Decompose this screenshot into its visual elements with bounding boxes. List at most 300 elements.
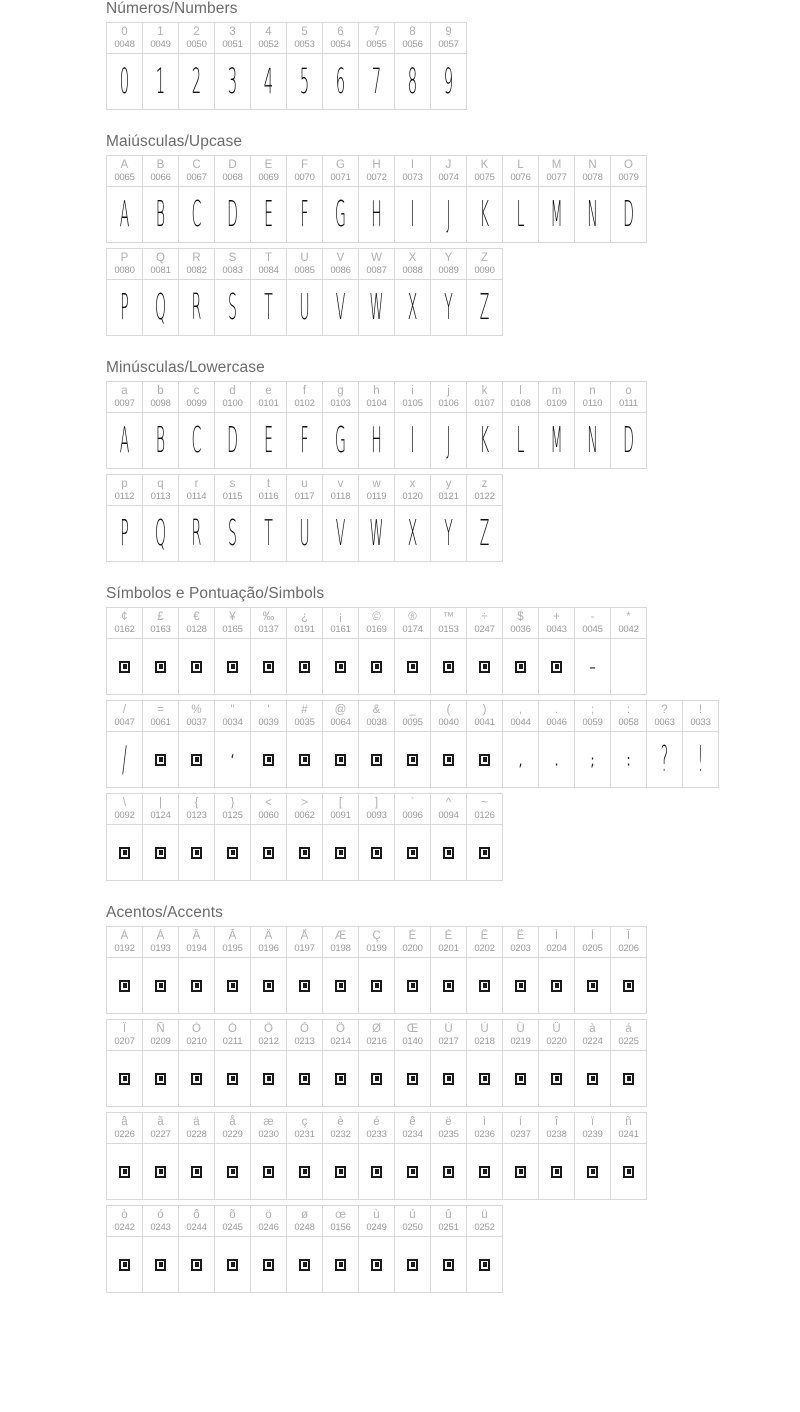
glyph-header-cell[interactable] <box>251 1113 287 1144</box>
glyph-cell[interactable] <box>179 1237 215 1293</box>
glyph-header-cell[interactable] <box>467 608 503 639</box>
glyph-cell[interactable] <box>287 54 323 110</box>
glyph-cell[interactable] <box>179 54 215 110</box>
glyph-header-cell[interactable] <box>323 1113 359 1144</box>
glyph-header-cell[interactable] <box>539 608 575 639</box>
glyph-cell[interactable] <box>503 732 539 788</box>
glyph-header-cell[interactable] <box>611 927 647 958</box>
glyph-cell[interactable] <box>575 639 611 695</box>
glyph-header-cell[interactable] <box>467 475 503 506</box>
glyph-cell[interactable] <box>431 1237 467 1293</box>
glyph-header-cell[interactable] <box>143 156 179 187</box>
glyph-cell[interactable] <box>107 1144 143 1200</box>
glyph-header-cell[interactable] <box>431 608 467 639</box>
glyph-cell[interactable] <box>431 1144 467 1200</box>
glyph-header-cell[interactable] <box>539 1113 575 1144</box>
glyph-header-cell[interactable] <box>395 1113 431 1144</box>
glyph-cell[interactable] <box>539 639 575 695</box>
glyph-cell[interactable] <box>503 1051 539 1107</box>
glyph-header-cell[interactable] <box>323 249 359 280</box>
glyph-header-cell[interactable] <box>611 1020 647 1051</box>
glyph-header-cell[interactable] <box>215 1020 251 1051</box>
glyph-cell[interactable] <box>251 54 287 110</box>
glyph-cell[interactable] <box>215 1144 251 1200</box>
glyph-cell[interactable] <box>251 825 287 881</box>
glyph-header-cell[interactable] <box>287 156 323 187</box>
glyph-header-cell[interactable] <box>467 927 503 958</box>
glyph-header-cell[interactable] <box>467 1113 503 1144</box>
glyph-header-cell[interactable] <box>395 1206 431 1237</box>
glyph-header-cell[interactable] <box>431 156 467 187</box>
glyph-header-cell[interactable] <box>467 1206 503 1237</box>
glyph-cell[interactable] <box>467 506 503 562</box>
glyph-header-cell[interactable] <box>575 1113 611 1144</box>
glyph-cell[interactable] <box>611 958 647 1014</box>
glyph-header-cell[interactable] <box>395 249 431 280</box>
glyph-header-cell[interactable] <box>467 1020 503 1051</box>
glyph-cell[interactable] <box>323 413 359 469</box>
glyph-cell[interactable] <box>611 413 647 469</box>
glyph-cell[interactable] <box>395 732 431 788</box>
glyph-header-cell[interactable] <box>287 475 323 506</box>
glyph-cell[interactable] <box>359 1144 395 1200</box>
glyph-header-cell[interactable] <box>107 249 143 280</box>
glyph-header-cell[interactable] <box>179 701 215 732</box>
glyph-cell[interactable] <box>395 54 431 110</box>
glyph-header-cell[interactable] <box>143 794 179 825</box>
glyph-cell[interactable] <box>359 958 395 1014</box>
glyph-header-cell[interactable] <box>287 23 323 54</box>
glyph-cell[interactable] <box>539 732 575 788</box>
glyph-cell[interactable] <box>287 506 323 562</box>
glyph-header-cell[interactable] <box>251 927 287 958</box>
glyph-cell[interactable] <box>467 280 503 336</box>
glyph-cell[interactable] <box>287 825 323 881</box>
glyph-cell[interactable] <box>467 1144 503 1200</box>
glyph-cell[interactable] <box>395 506 431 562</box>
glyph-header-cell[interactable] <box>323 382 359 413</box>
glyph-cell[interactable] <box>107 413 143 469</box>
glyph-header-cell[interactable] <box>503 701 539 732</box>
glyph-cell[interactable] <box>143 732 179 788</box>
glyph-header-cell[interactable] <box>359 608 395 639</box>
glyph-cell[interactable] <box>143 639 179 695</box>
glyph-header-cell[interactable] <box>467 156 503 187</box>
glyph-cell[interactable] <box>179 1144 215 1200</box>
glyph-cell[interactable] <box>287 1144 323 1200</box>
glyph-cell[interactable] <box>179 506 215 562</box>
glyph-cell[interactable] <box>323 825 359 881</box>
glyph-cell[interactable] <box>431 825 467 881</box>
glyph-header-cell[interactable] <box>107 23 143 54</box>
glyph-header-cell[interactable] <box>179 794 215 825</box>
glyph-header-cell[interactable] <box>503 1113 539 1144</box>
glyph-cell[interactable] <box>251 1144 287 1200</box>
glyph-cell[interactable] <box>287 413 323 469</box>
glyph-header-cell[interactable] <box>179 249 215 280</box>
glyph-header-cell[interactable] <box>395 382 431 413</box>
glyph-cell[interactable] <box>215 1051 251 1107</box>
glyph-cell[interactable] <box>143 506 179 562</box>
glyph-cell[interactable] <box>215 732 251 788</box>
glyph-header-cell[interactable] <box>143 927 179 958</box>
glyph-cell[interactable] <box>179 639 215 695</box>
glyph-header-cell[interactable] <box>143 475 179 506</box>
glyph-cell[interactable] <box>611 1144 647 1200</box>
glyph-cell[interactable] <box>323 280 359 336</box>
glyph-cell[interactable] <box>215 413 251 469</box>
glyph-cell[interactable] <box>539 1051 575 1107</box>
glyph-header-cell[interactable] <box>503 382 539 413</box>
glyph-cell[interactable] <box>395 413 431 469</box>
glyph-cell[interactable] <box>143 187 179 243</box>
glyph-header-cell[interactable] <box>179 1020 215 1051</box>
glyph-cell[interactable] <box>395 958 431 1014</box>
glyph-header-cell[interactable] <box>287 927 323 958</box>
glyph-cell[interactable] <box>107 280 143 336</box>
glyph-header-cell[interactable] <box>323 701 359 732</box>
glyph-cell[interactable] <box>431 280 467 336</box>
glyph-cell[interactable] <box>323 1051 359 1107</box>
glyph-cell[interactable] <box>395 1237 431 1293</box>
glyph-header-cell[interactable] <box>179 1206 215 1237</box>
glyph-header-cell[interactable] <box>323 23 359 54</box>
glyph-header-cell[interactable] <box>323 1020 359 1051</box>
glyph-header-cell[interactable] <box>251 1020 287 1051</box>
glyph-header-cell[interactable] <box>143 249 179 280</box>
glyph-header-cell[interactable] <box>431 1206 467 1237</box>
glyph-cell[interactable] <box>395 639 431 695</box>
glyph-cell[interactable] <box>611 187 647 243</box>
glyph-cell[interactable] <box>179 958 215 1014</box>
glyph-header-cell[interactable] <box>107 382 143 413</box>
glyph-header-cell[interactable] <box>503 608 539 639</box>
glyph-cell[interactable] <box>359 639 395 695</box>
glyph-cell[interactable] <box>323 1237 359 1293</box>
glyph-cell[interactable] <box>179 825 215 881</box>
glyph-cell[interactable] <box>179 732 215 788</box>
glyph-cell[interactable] <box>467 1051 503 1107</box>
glyph-header-cell[interactable] <box>467 794 503 825</box>
glyph-cell[interactable] <box>431 187 467 243</box>
glyph-cell[interactable] <box>683 732 719 788</box>
glyph-header-cell[interactable] <box>431 23 467 54</box>
glyph-header-cell[interactable] <box>143 1020 179 1051</box>
glyph-cell[interactable] <box>251 732 287 788</box>
glyph-cell[interactable] <box>179 187 215 243</box>
glyph-header-cell[interactable] <box>359 927 395 958</box>
glyph-header-cell[interactable] <box>503 1020 539 1051</box>
glyph-header-cell[interactable] <box>575 927 611 958</box>
glyph-cell[interactable] <box>503 958 539 1014</box>
glyph-header-cell[interactable] <box>611 1113 647 1144</box>
glyph-cell[interactable] <box>467 639 503 695</box>
glyph-header-cell[interactable] <box>107 1113 143 1144</box>
glyph-cell[interactable] <box>251 187 287 243</box>
glyph-header-cell[interactable] <box>251 475 287 506</box>
glyph-header-cell[interactable] <box>107 701 143 732</box>
glyph-header-cell[interactable] <box>179 23 215 54</box>
glyph-header-cell[interactable] <box>215 927 251 958</box>
glyph-header-cell[interactable] <box>107 1206 143 1237</box>
glyph-cell[interactable] <box>395 1051 431 1107</box>
glyph-cell[interactable] <box>431 732 467 788</box>
glyph-header-cell[interactable] <box>179 608 215 639</box>
glyph-cell[interactable] <box>251 1237 287 1293</box>
glyph-header-cell[interactable] <box>647 701 683 732</box>
glyph-header-cell[interactable] <box>575 701 611 732</box>
glyph-header-cell[interactable] <box>431 1020 467 1051</box>
glyph-header-cell[interactable] <box>503 156 539 187</box>
glyph-header-cell[interactable] <box>431 794 467 825</box>
glyph-header-cell[interactable] <box>359 701 395 732</box>
glyph-header-cell[interactable] <box>287 794 323 825</box>
glyph-cell[interactable] <box>503 413 539 469</box>
glyph-cell[interactable] <box>323 1144 359 1200</box>
glyph-cell[interactable] <box>107 958 143 1014</box>
glyph-cell[interactable] <box>539 413 575 469</box>
glyph-header-cell[interactable] <box>215 701 251 732</box>
glyph-header-cell[interactable] <box>287 249 323 280</box>
glyph-cell[interactable] <box>143 825 179 881</box>
glyph-header-cell[interactable] <box>611 382 647 413</box>
glyph-cell[interactable] <box>143 958 179 1014</box>
glyph-header-cell[interactable] <box>215 794 251 825</box>
glyph-cell[interactable] <box>251 1051 287 1107</box>
glyph-cell[interactable] <box>395 825 431 881</box>
glyph-cell[interactable] <box>575 732 611 788</box>
glyph-header-cell[interactable] <box>431 475 467 506</box>
glyph-header-cell[interactable] <box>323 475 359 506</box>
glyph-header-cell[interactable] <box>143 23 179 54</box>
glyph-header-cell[interactable] <box>611 608 647 639</box>
glyph-header-cell[interactable] <box>107 475 143 506</box>
glyph-cell[interactable] <box>323 732 359 788</box>
glyph-header-cell[interactable] <box>575 1020 611 1051</box>
glyph-header-cell[interactable] <box>143 1206 179 1237</box>
glyph-cell[interactable] <box>215 187 251 243</box>
glyph-header-cell[interactable] <box>215 249 251 280</box>
glyph-header-cell[interactable] <box>107 156 143 187</box>
glyph-header-cell[interactable] <box>323 927 359 958</box>
glyph-header-cell[interactable] <box>431 1113 467 1144</box>
glyph-cell[interactable] <box>143 54 179 110</box>
glyph-cell[interactable] <box>575 958 611 1014</box>
glyph-header-cell[interactable] <box>359 249 395 280</box>
glyph-header-cell[interactable] <box>359 1206 395 1237</box>
glyph-header-cell[interactable] <box>251 608 287 639</box>
glyph-header-cell[interactable] <box>359 382 395 413</box>
glyph-cell[interactable] <box>431 413 467 469</box>
glyph-header-cell[interactable] <box>107 608 143 639</box>
glyph-cell[interactable] <box>359 413 395 469</box>
glyph-cell[interactable] <box>251 639 287 695</box>
glyph-cell[interactable] <box>107 187 143 243</box>
glyph-header-cell[interactable] <box>359 1113 395 1144</box>
glyph-header-cell[interactable] <box>539 382 575 413</box>
glyph-cell[interactable] <box>143 413 179 469</box>
glyph-cell[interactable] <box>539 187 575 243</box>
glyph-header-cell[interactable] <box>575 156 611 187</box>
glyph-header-cell[interactable] <box>359 1020 395 1051</box>
glyph-header-cell[interactable] <box>287 1206 323 1237</box>
glyph-cell[interactable] <box>359 1051 395 1107</box>
glyph-cell[interactable] <box>431 639 467 695</box>
glyph-cell[interactable] <box>395 187 431 243</box>
glyph-cell[interactable] <box>323 54 359 110</box>
glyph-cell[interactable] <box>287 958 323 1014</box>
glyph-header-cell[interactable] <box>359 23 395 54</box>
glyph-header-cell[interactable] <box>575 608 611 639</box>
glyph-cell[interactable] <box>251 413 287 469</box>
glyph-cell[interactable] <box>287 187 323 243</box>
glyph-cell[interactable] <box>215 1237 251 1293</box>
glyph-cell[interactable] <box>323 187 359 243</box>
glyph-header-cell[interactable] <box>107 927 143 958</box>
glyph-cell[interactable] <box>431 1051 467 1107</box>
glyph-cell[interactable] <box>251 280 287 336</box>
glyph-cell[interactable] <box>143 1144 179 1200</box>
glyph-cell[interactable] <box>287 1237 323 1293</box>
glyph-header-cell[interactable] <box>359 794 395 825</box>
glyph-cell[interactable] <box>647 732 683 788</box>
glyph-cell[interactable] <box>539 958 575 1014</box>
glyph-cell[interactable] <box>575 413 611 469</box>
glyph-header-cell[interactable] <box>539 927 575 958</box>
glyph-cell[interactable] <box>107 54 143 110</box>
glyph-header-cell[interactable] <box>539 1020 575 1051</box>
glyph-header-cell[interactable] <box>611 156 647 187</box>
glyph-header-cell[interactable] <box>395 701 431 732</box>
glyph-header-cell[interactable] <box>539 156 575 187</box>
glyph-cell[interactable] <box>179 1051 215 1107</box>
glyph-header-cell[interactable] <box>287 1020 323 1051</box>
glyph-cell[interactable] <box>287 639 323 695</box>
glyph-header-cell[interactable] <box>179 156 215 187</box>
glyph-cell[interactable] <box>107 506 143 562</box>
glyph-header-cell[interactable] <box>107 794 143 825</box>
glyph-cell[interactable] <box>323 639 359 695</box>
glyph-header-cell[interactable] <box>395 794 431 825</box>
glyph-cell[interactable] <box>467 825 503 881</box>
glyph-header-cell[interactable] <box>215 23 251 54</box>
glyph-cell[interactable] <box>323 958 359 1014</box>
glyph-cell[interactable] <box>107 1051 143 1107</box>
glyph-cell[interactable] <box>215 958 251 1014</box>
glyph-cell[interactable] <box>467 413 503 469</box>
glyph-header-cell[interactable] <box>395 23 431 54</box>
glyph-cell[interactable] <box>539 1144 575 1200</box>
glyph-header-cell[interactable] <box>107 1020 143 1051</box>
glyph-header-cell[interactable] <box>395 1020 431 1051</box>
glyph-header-cell[interactable] <box>143 608 179 639</box>
glyph-header-cell[interactable] <box>395 475 431 506</box>
glyph-header-cell[interactable] <box>179 927 215 958</box>
glyph-cell[interactable] <box>359 732 395 788</box>
glyph-header-cell[interactable] <box>215 475 251 506</box>
glyph-cell[interactable] <box>359 1237 395 1293</box>
glyph-cell[interactable] <box>395 1144 431 1200</box>
glyph-cell[interactable] <box>611 732 647 788</box>
glyph-header-cell[interactable] <box>179 382 215 413</box>
glyph-header-cell[interactable] <box>467 382 503 413</box>
glyph-header-cell[interactable] <box>287 1113 323 1144</box>
glyph-cell[interactable] <box>179 413 215 469</box>
glyph-cell[interactable] <box>287 280 323 336</box>
glyph-header-cell[interactable] <box>179 475 215 506</box>
glyph-header-cell[interactable] <box>287 608 323 639</box>
glyph-cell[interactable] <box>287 732 323 788</box>
glyph-header-cell[interactable] <box>251 794 287 825</box>
glyph-cell[interactable] <box>467 958 503 1014</box>
glyph-cell[interactable] <box>179 280 215 336</box>
glyph-cell[interactable] <box>143 1237 179 1293</box>
glyph-cell[interactable] <box>251 958 287 1014</box>
glyph-header-cell[interactable] <box>143 701 179 732</box>
glyph-header-cell[interactable] <box>431 701 467 732</box>
glyph-cell[interactable] <box>143 280 179 336</box>
glyph-header-cell[interactable] <box>431 927 467 958</box>
glyph-header-cell[interactable] <box>323 156 359 187</box>
glyph-header-cell[interactable] <box>215 382 251 413</box>
glyph-header-cell[interactable] <box>179 1113 215 1144</box>
glyph-cell[interactable] <box>323 506 359 562</box>
glyph-cell[interactable] <box>575 1051 611 1107</box>
glyph-header-cell[interactable] <box>431 382 467 413</box>
glyph-header-cell[interactable] <box>251 23 287 54</box>
glyph-cell[interactable] <box>359 187 395 243</box>
glyph-cell[interactable] <box>575 187 611 243</box>
glyph-header-cell[interactable] <box>395 608 431 639</box>
glyph-cell[interactable] <box>251 506 287 562</box>
glyph-header-cell[interactable] <box>251 156 287 187</box>
glyph-cell[interactable] <box>215 639 251 695</box>
glyph-header-cell[interactable] <box>251 382 287 413</box>
glyph-header-cell[interactable] <box>143 382 179 413</box>
glyph-cell[interactable] <box>467 1237 503 1293</box>
glyph-header-cell[interactable] <box>251 249 287 280</box>
glyph-cell[interactable] <box>575 1144 611 1200</box>
glyph-header-cell[interactable] <box>503 927 539 958</box>
glyph-cell[interactable] <box>359 54 395 110</box>
glyph-header-cell[interactable] <box>359 475 395 506</box>
glyph-header-cell[interactable] <box>683 701 719 732</box>
glyph-cell[interactable] <box>503 187 539 243</box>
glyph-cell[interactable] <box>107 639 143 695</box>
glyph-header-cell[interactable] <box>575 382 611 413</box>
glyph-cell[interactable] <box>359 280 395 336</box>
glyph-cell[interactable] <box>431 54 467 110</box>
glyph-cell[interactable] <box>431 958 467 1014</box>
glyph-header-cell[interactable] <box>323 608 359 639</box>
glyph-cell[interactable] <box>107 825 143 881</box>
glyph-header-cell[interactable] <box>323 1206 359 1237</box>
glyph-cell[interactable] <box>359 825 395 881</box>
glyph-header-cell[interactable] <box>287 701 323 732</box>
glyph-header-cell[interactable] <box>251 1206 287 1237</box>
glyph-cell[interactable] <box>431 506 467 562</box>
glyph-cell[interactable] <box>215 54 251 110</box>
glyph-header-cell[interactable] <box>395 156 431 187</box>
glyph-cell[interactable] <box>611 1051 647 1107</box>
glyph-header-cell[interactable] <box>251 701 287 732</box>
glyph-header-cell[interactable] <box>611 701 647 732</box>
glyph-cell[interactable] <box>287 1051 323 1107</box>
glyph-header-cell[interactable] <box>287 382 323 413</box>
glyph-cell[interactable] <box>107 732 143 788</box>
glyph-header-cell[interactable] <box>323 794 359 825</box>
glyph-header-cell[interactable] <box>467 249 503 280</box>
